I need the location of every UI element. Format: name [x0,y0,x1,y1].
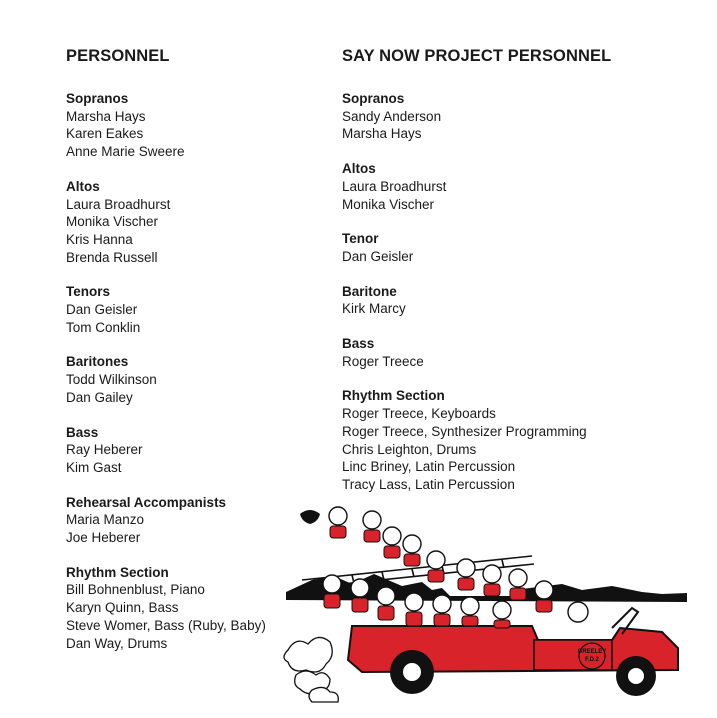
section-title: Rehearsal Accompanists [66,494,227,510]
personnel-heading: PERSONNEL [66,47,170,65]
section-title: Rhythm Section [66,564,169,580]
rear-wheel [390,650,434,694]
member-name: Marsha Hays [342,126,422,142]
section-sopranos [342,90,702,143]
section-bass [66,424,326,477]
member-name: Kirk Marcy [342,301,406,317]
section-title: Altos [342,161,376,177]
member-name: Roger Treece, Synthesizer Programming [342,423,587,439]
member-name: Dan Gailey [66,389,133,405]
member-name: Brenda Russell [66,249,158,265]
section-title: Baritone [342,283,397,299]
member-name: Maria Manzo [66,512,145,528]
say-now-project-sections [342,90,702,494]
member-name: Dan Geisler [342,248,414,264]
section-title: Rhythm Section [342,388,445,404]
member-name: Todd Wilkinson [66,372,157,388]
say-now-project-heading: SAY NOW PROJECT PERSONNEL [342,47,612,65]
section-title: Tenors [66,284,111,300]
member-name: Sandy Anderson [342,108,442,124]
member-name: Chris Leighton, Drums [342,441,477,457]
front-wheel [616,656,656,696]
member-name: Kim Gast [66,459,122,475]
section-title: Sopranos [342,91,405,106]
dust-cloud [284,637,338,702]
member-name: Joe Heberer [66,530,141,546]
member-name: Dan Way, Drums [66,635,168,651]
section-title: Tenor [342,231,379,247]
section-title: Altos [66,178,100,194]
member-name: Kris Hanna [66,231,133,247]
section-tenor [342,230,702,265]
member-name: Laura Broadhurst [66,196,171,212]
member-name: Ray Heberer [66,442,143,458]
section-altos [66,178,326,267]
member-name: Tracy Lass, Latin Percussion [342,476,515,492]
section-altos [342,160,702,213]
member-name: Roger Treece [342,353,424,369]
member-name: Laura Broadhurst [342,178,447,194]
section-title: Sopranos [66,91,129,106]
member-name: Steve Womer, Bass (Ruby, Baby) [66,617,266,633]
section-tenors [66,283,326,336]
member-name: Karyn Quinn, Bass [66,600,179,616]
say-now-project-column [342,46,702,511]
section-baritone [342,283,702,318]
door-text: GREELEY [577,649,607,655]
door-text-sub: F.D.2 [584,657,600,663]
member-name: Karen Eakes [66,126,144,142]
section-bass [342,335,702,370]
fire-truck-choir-illustration [282,500,692,705]
member-name: Linc Briney, Latin Percussion [342,459,516,475]
member-name: Anne Marie Sweere [66,144,185,160]
member-name: Roger Treece, Keyboards [342,406,496,422]
member-name: Marsha Hays [66,108,146,124]
member-name: Monika Vischer [342,196,435,212]
section-baritones [66,353,326,406]
member-name: Dan Geisler [66,302,138,318]
section-title: Bass [66,424,99,440]
section-title: Bass [342,336,375,352]
member-name: Monika Vischer [66,214,159,230]
waving-hat [300,510,320,524]
member-name: Bill Bohnenblust, Piano [66,582,205,598]
section-sopranos [66,90,326,161]
section-rhythm-section [342,387,702,493]
section-title: Baritones [66,354,129,370]
member-name: Tom Conklin [66,319,141,335]
